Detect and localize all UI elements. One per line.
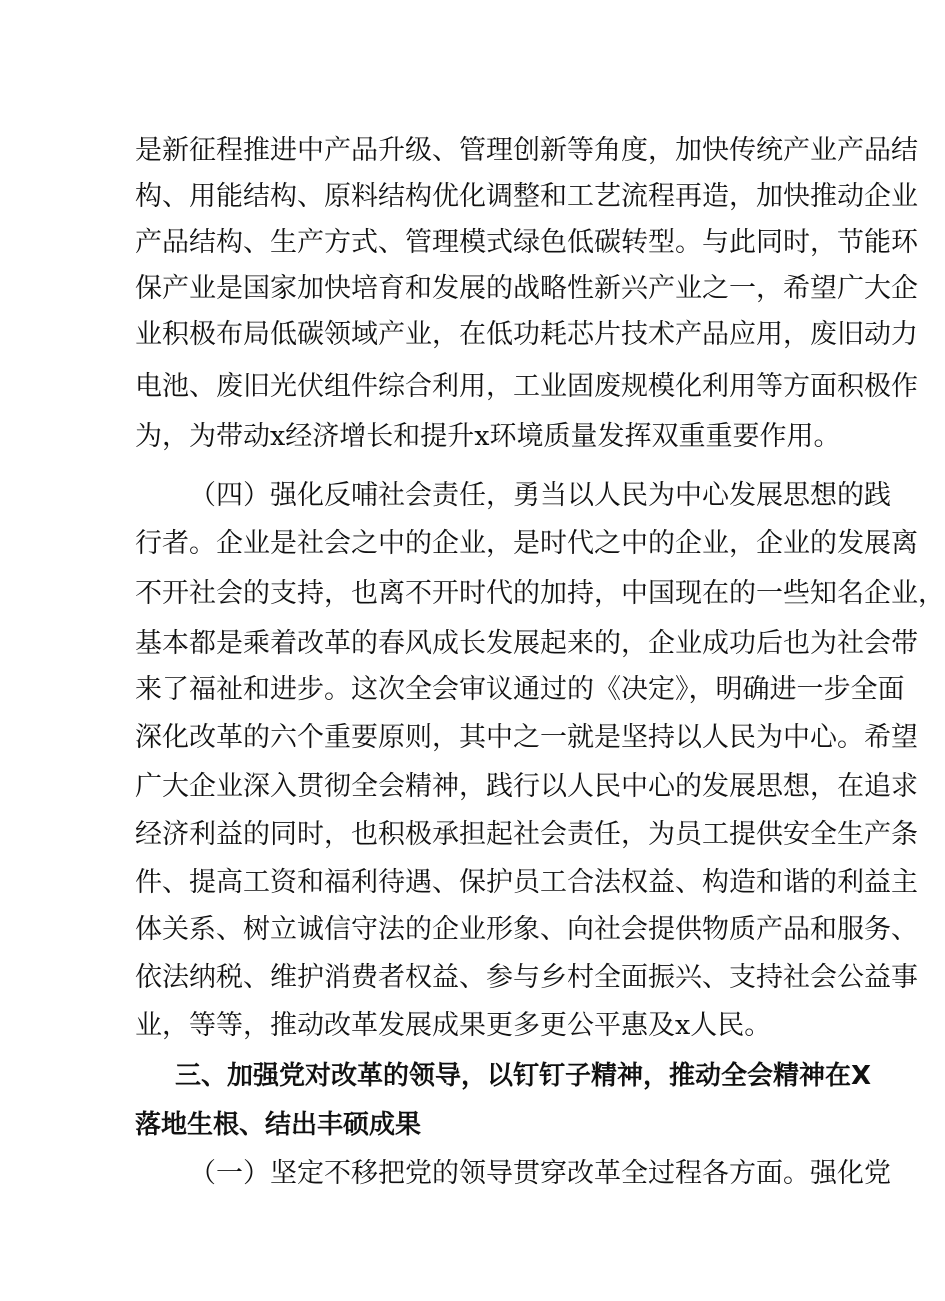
- paragraph-2-line-4: 基本都是乘着改革的春风成长发展起来的，企业成功后也为社会带: [135, 628, 918, 659]
- paragraph-2-line-1: （四）强化反哺社会责任，勇当以人民为中心发展思想的践: [189, 480, 891, 511]
- paragraph-2-line-7: 广大企业深入贯彻全会精神，践行以人民中心的发展思想，在追求: [135, 771, 918, 802]
- section-heading-line-2: 落地生根、结出丰硕成果: [135, 1110, 422, 1140]
- paragraph-2-line-5: 来了福祉和进步。这次全会审议通过的《决定》，明确进一步全面: [135, 674, 905, 705]
- paragraph-2-line-2: 行者。企业是社会之中的企业，是时代之中的企业，企业的发展离: [135, 528, 918, 559]
- paragraph-1-line-4: 保产业是国家加快培育和发展的战略性新兴产业之一，希望广大企: [135, 273, 918, 304]
- paragraph-2-line-6: 深化改革的六个重要原则，其中之一就是坚持以人民为中心。希望: [135, 722, 918, 753]
- paragraph-2-line-12: 业，等等，推动改革发展成果更多更公平惠及x人民。: [135, 1010, 772, 1041]
- section-heading-line-1: 三、加强党对改革的领导，以钉钉子精神，推动全会精神在X: [175, 1061, 872, 1091]
- paragraph-1-line-3: 产品结构、生产方式、管理模式绿色低碳转型。与此同时，节能环: [135, 227, 918, 258]
- paragraph-1-line-1: 是新征程推进中产品升级、管理创新等角度，加快传统产业产品结: [135, 135, 918, 166]
- paragraph-1-line-5: 业积极布局低碳领域产业，在低功耗芯片技术产品应用，废旧动力: [135, 319, 918, 350]
- paragraph-1-line-2: 构、用能结构、原料结构优化调整和工艺流程再造，加快推动企业: [135, 181, 918, 212]
- paragraph-1-line-6: 电池、废旧光伏组件综合利用，工业固废规模化利用等方面积极作: [135, 371, 918, 402]
- paragraph-3-line-1: （一）坚定不移把党的领导贯穿改革全过程各方面。强化党: [189, 1158, 891, 1189]
- paragraph-2-line-10: 体关系、树立诚信守法的企业形象、向社会提供物质产品和服务、: [135, 914, 918, 945]
- paragraph-2-line-8: 经济利益的同时，也积极承担起社会责任，为员工提供安全生产条: [135, 819, 918, 850]
- paragraph-2-line-11: 依法纳税、维护消费者权益、参与乡村全面振兴、支持社会公益事: [135, 962, 918, 993]
- paragraph-1-line-7: 为，为带动x经济增长和提升x环境质量发挥双重重要作用。: [135, 421, 841, 452]
- paragraph-2-line-3: 不开社会的支持，也离不开时代的加持，中国现在的一些知名企业，: [135, 578, 945, 609]
- paragraph-2-line-9: 件、提高工资和福利待遇、保护员工合法权益、构造和谐的利益主: [135, 867, 918, 898]
